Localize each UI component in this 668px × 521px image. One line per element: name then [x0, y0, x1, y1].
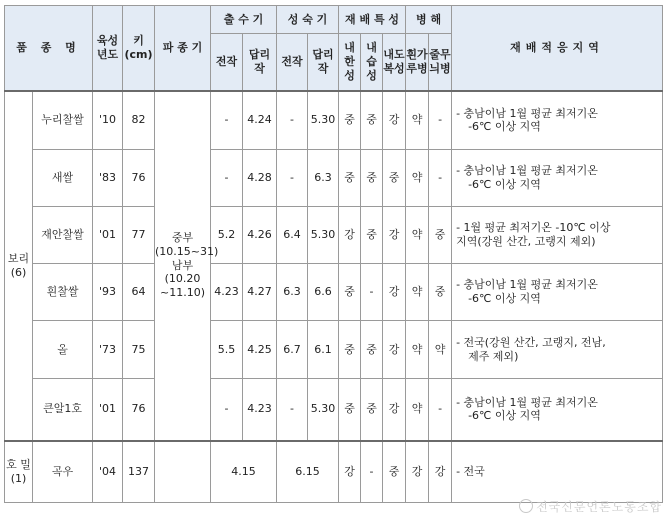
region-line: - 충남이남 1월 평균 최저기온 [456, 106, 598, 120]
region-line: - 충남이남 1월 평균 최저기온 [456, 278, 598, 292]
lodging-cell: 강 [383, 321, 406, 379]
table-row [5, 91, 663, 150]
region-line: - 충남이남 1월 평균 최저기온 [456, 164, 598, 178]
cold-cell: 강 [339, 207, 361, 264]
powdery-cell: 약 [406, 379, 429, 441]
heading-prev-cell: - [211, 150, 243, 207]
powdery-cell: 약 [406, 264, 429, 321]
heading-prev-cell: 5.5 [211, 321, 243, 379]
stripe-cell: - [429, 150, 452, 207]
variety-name: 새쌀 [33, 150, 93, 207]
maturity-prev-cell: - [277, 379, 308, 441]
variety-name: 누리찰쌀 [33, 91, 93, 150]
heading-prev-header: 전작 [211, 34, 243, 91]
variety-name: 재안찰쌀 [33, 207, 93, 264]
height-cell: 82 [123, 91, 155, 150]
powdery-header: 흰가 루병 [406, 34, 429, 91]
wet-cell: 중 [361, 379, 383, 441]
heading-paddy-cell: 4.26 [243, 207, 277, 264]
region-line: - 전국(강원 산간, 고랭지, 전남, [456, 335, 606, 349]
maturity-prev-cell: 6.7 [277, 321, 308, 379]
heading-header: 출 수 기 [211, 6, 277, 34]
powdery-cell: 약 [406, 207, 429, 264]
stripe-cell: - [429, 379, 452, 441]
lodging-cell: 강 [383, 264, 406, 321]
sowing-line: ~11.10) [160, 286, 206, 300]
heading-prev-cell: 4.23 [211, 264, 243, 321]
wet-cell: - [361, 441, 383, 503]
heading-paddy-cell: 4.24 [243, 91, 277, 150]
stripe-cell: 중 [429, 264, 452, 321]
region-cell [452, 150, 663, 207]
wet-cell: 중 [361, 150, 383, 207]
region-line: 제주 제외) [468, 349, 519, 363]
heading-cell: 4.15 [211, 441, 277, 503]
maturity-prev-cell: - [277, 91, 308, 150]
variety-name: 올 [33, 321, 93, 379]
barley-group-label: 보리 (6) [5, 91, 33, 441]
region-cell [452, 91, 663, 150]
powdery-cell: 약 [406, 150, 429, 207]
stripe-cell: 중 [429, 207, 452, 264]
wet-cell: - [361, 264, 383, 321]
disease-header: 병 해 [406, 6, 452, 34]
year-cell: '73 [93, 321, 123, 379]
heading-prev-cell: - [211, 379, 243, 441]
lodging-cell: 중 [383, 441, 406, 503]
watermark-text: 전국신문언론노동조합 [536, 500, 662, 514]
powdery-cell: 강 [406, 441, 429, 503]
maturity-paddy-cell: 6.6 [308, 264, 339, 321]
maturity-prev-cell: 6.3 [277, 264, 308, 321]
table-row [5, 150, 663, 207]
heading-prev-cell: - [211, 91, 243, 150]
powdery-cell: 약 [406, 91, 429, 150]
sowing-line: (10.15~31) [155, 244, 219, 258]
maturity-header: 성 숙 기 [277, 6, 339, 34]
region-line: -6℃ 이상 지역 [468, 120, 541, 134]
stripe-cell: 약 [429, 321, 452, 379]
maturity-paddy-cell: 5.30 [308, 379, 339, 441]
height-cell: 64 [123, 264, 155, 321]
maturity-paddy-cell: 5.30 [308, 91, 339, 150]
stripe-cell: 강 [429, 441, 452, 503]
maturity-paddy-cell: 6.3 [308, 150, 339, 207]
year-header: 육성 년도 [93, 6, 123, 91]
watermark-logo-icon [519, 499, 533, 513]
height-cell: 76 [123, 379, 155, 441]
region-line: -6℃ 이상 지역 [468, 409, 541, 423]
table-row [5, 207, 663, 264]
cold-cell: 중 [339, 150, 361, 207]
region-line: -6℃ 이상 지역 [468, 292, 541, 305]
wet-cell: 중 [361, 91, 383, 150]
region-line: 지역(강원 산간, 고랭지 제외) [456, 235, 596, 248]
year-cell: '01 [93, 379, 123, 441]
variety-name: 큰알1호 [33, 379, 93, 441]
cold-cell: 중 [339, 379, 361, 441]
maturity-paddy-header: 답리 작 [308, 34, 339, 91]
height-cell: 77 [123, 207, 155, 264]
height-cell: 76 [123, 150, 155, 207]
maturity-prev-header: 전작 [277, 34, 308, 91]
sowing-period-cell [155, 91, 219, 441]
maturity-paddy-cell: 6.1 [308, 321, 339, 379]
lodging-cell: 중 [383, 150, 406, 207]
region-cell [452, 379, 663, 441]
crop-variety-table [4, 5, 663, 503]
table-row-wheat [5, 441, 663, 503]
lodging-cell: 강 [383, 91, 406, 150]
region-line: - 1월 평균 최저기온 -10℃ 이상 [456, 221, 611, 235]
year-cell: '01 [93, 207, 123, 264]
heading-prev-cell: 5.2 [211, 207, 243, 264]
region-cell [452, 264, 663, 321]
lodging-cell: 강 [383, 379, 406, 441]
year-cell: '10 [93, 91, 123, 150]
lodging-header: 내도 복성 [383, 34, 406, 91]
heading-paddy-header: 답리 작 [243, 34, 277, 91]
region-cell [452, 207, 663, 264]
cold-cell: 중 [339, 264, 361, 321]
region-line: - 충남이남 1월 평균 최저기온 [456, 395, 598, 409]
year-cell: '93 [93, 264, 123, 321]
region-cell [452, 321, 663, 379]
header-row-1 [5, 6, 663, 34]
maturity-prev-cell: 6.4 [277, 207, 308, 264]
heading-paddy-cell: 4.28 [243, 150, 277, 207]
maturity-prev-cell: - [277, 150, 308, 207]
variety-name: 흰찰쌀 [33, 264, 93, 321]
sowing-empty-cell [155, 441, 211, 503]
table-row [5, 321, 663, 379]
stripe-cell: - [429, 91, 452, 150]
table-row [5, 379, 663, 441]
cold-cell: 중 [339, 321, 361, 379]
cold-cell: 중 [339, 91, 361, 150]
heading-paddy-cell: 4.27 [243, 264, 277, 321]
traits-header: 재 배 특 성 [339, 6, 406, 34]
region-line: -6℃ 이상 지역 [468, 178, 541, 191]
variety-header: 품 종 명 [5, 6, 93, 91]
sowing-line: (10.20 [164, 272, 201, 286]
cold-cell: 강 [339, 441, 361, 503]
wet-cell: 중 [361, 207, 383, 264]
heading-paddy-cell: 4.25 [243, 321, 277, 379]
sowing-line: 중부 [171, 231, 194, 245]
height-cell: 75 [123, 321, 155, 379]
sowing-line: 남부 [171, 258, 194, 272]
stripe-header: 줄무 늬병 [429, 34, 452, 91]
wet-cell: 중 [361, 321, 383, 379]
region-cell: - 전국 [452, 441, 663, 503]
powdery-cell: 약 [406, 321, 429, 379]
heading-paddy-cell: 4.23 [243, 379, 277, 441]
wheat-group-label: 호 밀 (1) [5, 441, 33, 503]
year-cell: '83 [93, 150, 123, 207]
year-cell: '04 [93, 441, 123, 503]
region-header: 재배적응지역 [452, 6, 663, 91]
height-cell: 137 [123, 441, 155, 503]
table-row [5, 264, 663, 321]
wet-header: 내 습 성 [361, 34, 383, 91]
variety-name: 곡우 [33, 441, 93, 503]
height-header: 키 (cm) [123, 6, 155, 91]
maturity-paddy-cell: 5.30 [308, 207, 339, 264]
watermark [519, 498, 662, 515]
sowing-header: 파 종 기 [155, 6, 211, 91]
maturity-cell: 6.15 [277, 441, 339, 503]
lodging-cell: 강 [383, 207, 406, 264]
cold-header: 내 한 성 [339, 34, 361, 91]
